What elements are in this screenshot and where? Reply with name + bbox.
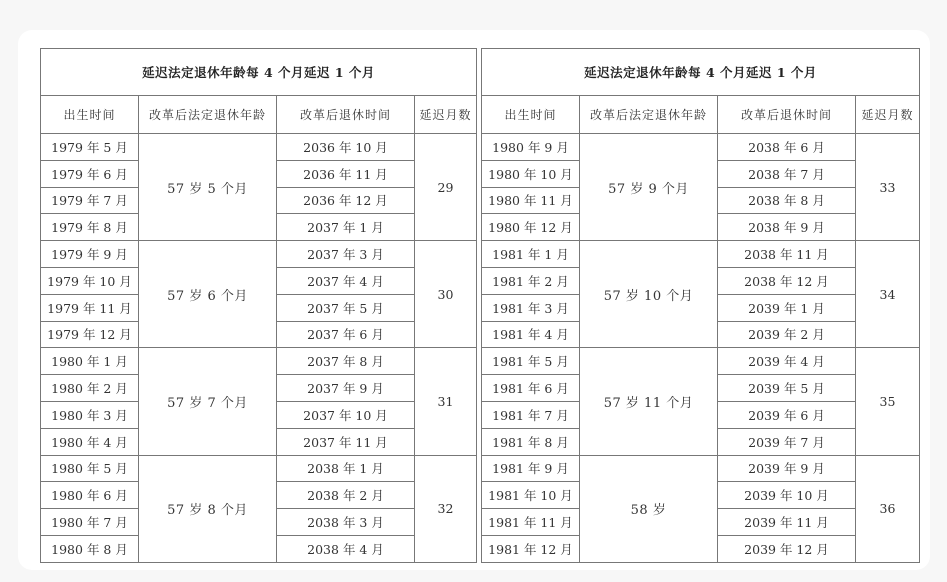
birth-cell: 1981 年 7 月 bbox=[482, 401, 580, 428]
table-row bbox=[41, 134, 477, 161]
birth-cell: 1979 年 12 月 bbox=[41, 321, 139, 348]
birth-cell: 1980 年 6 月 bbox=[41, 482, 139, 509]
birth-cell: 1981 年 8 月 bbox=[482, 428, 580, 455]
retire-cell: 2037 年 11 月 bbox=[277, 428, 415, 455]
delay-cell: 33 bbox=[856, 134, 920, 241]
header-retire-time: 改革后退休时间 bbox=[718, 96, 856, 134]
retire-cell: 2037 年 10 月 bbox=[277, 401, 415, 428]
retire-cell: 2037 年 5 月 bbox=[277, 294, 415, 321]
retire-cell: 2037 年 9 月 bbox=[277, 375, 415, 402]
retire-cell: 2037 年 3 月 bbox=[277, 241, 415, 268]
birth-cell: 1980 年 11 月 bbox=[482, 187, 580, 214]
age-cell: 57 岁 5 个月 bbox=[139, 134, 277, 241]
birth-cell: 1979 年 9 月 bbox=[41, 241, 139, 268]
age-cell: 57 岁 6 个月 bbox=[139, 241, 277, 348]
retire-cell: 2038 年 9 月 bbox=[718, 214, 856, 241]
age-cell: 57 岁 8 个月 bbox=[139, 455, 277, 562]
birth-cell: 1981 年 11 月 bbox=[482, 509, 580, 536]
table-title: 延迟法定退休年龄每 4 个月延迟 1 个月 bbox=[482, 49, 920, 96]
birth-cell: 1980 年 10 月 bbox=[482, 160, 580, 187]
birth-cell: 1981 年 10 月 bbox=[482, 482, 580, 509]
age-cell: 58 岁 bbox=[580, 455, 718, 562]
birth-cell: 1980 年 12 月 bbox=[482, 214, 580, 241]
retire-cell: 2038 年 6 月 bbox=[718, 134, 856, 161]
delay-cell: 30 bbox=[415, 241, 477, 348]
birth-cell: 1980 年 5 月 bbox=[41, 455, 139, 482]
birth-cell: 1981 年 6 月 bbox=[482, 375, 580, 402]
retire-cell: 2039 年 5 月 bbox=[718, 375, 856, 402]
delay-cell: 35 bbox=[856, 348, 920, 455]
retire-cell: 2036 年 12 月 bbox=[277, 187, 415, 214]
retire-cell: 2037 年 1 月 bbox=[277, 214, 415, 241]
header-retire-time: 改革后退休时间 bbox=[277, 96, 415, 134]
header-delay-months: 延迟月数 bbox=[856, 96, 920, 134]
retire-cell: 2038 年 8 月 bbox=[718, 187, 856, 214]
table-row bbox=[482, 134, 920, 161]
birth-cell: 1981 年 1 月 bbox=[482, 241, 580, 268]
age-cell: 57 岁 7 个月 bbox=[139, 348, 277, 455]
retire-cell: 2039 年 1 月 bbox=[718, 294, 856, 321]
retire-cell: 2038 年 7 月 bbox=[718, 160, 856, 187]
birth-cell: 1980 年 2 月 bbox=[41, 375, 139, 402]
birth-cell: 1980 年 1 月 bbox=[41, 348, 139, 375]
retire-cell: 2039 年 9 月 bbox=[718, 455, 856, 482]
table-row bbox=[41, 241, 477, 268]
retire-cell: 2039 年 12 月 bbox=[718, 535, 856, 562]
retire-cell: 2039 年 7 月 bbox=[718, 428, 856, 455]
table-row bbox=[482, 455, 920, 482]
birth-cell: 1980 年 9 月 bbox=[482, 134, 580, 161]
birth-cell: 1980 年 4 月 bbox=[41, 428, 139, 455]
retire-cell: 2038 年 2 月 bbox=[277, 482, 415, 509]
birth-cell: 1979 年 10 月 bbox=[41, 267, 139, 294]
retire-cell: 2039 年 4 月 bbox=[718, 348, 856, 375]
age-cell: 57 岁 11 个月 bbox=[580, 348, 718, 455]
retire-cell: 2038 年 11 月 bbox=[718, 241, 856, 268]
retire-cell: 2037 年 8 月 bbox=[277, 348, 415, 375]
header-birth: 出生时间 bbox=[41, 96, 139, 134]
retire-cell: 2038 年 12 月 bbox=[718, 267, 856, 294]
age-cell: 57 岁 9 个月 bbox=[580, 134, 718, 241]
birth-cell: 1980 年 8 月 bbox=[41, 535, 139, 562]
table-row bbox=[41, 348, 477, 375]
birth-cell: 1981 年 2 月 bbox=[482, 267, 580, 294]
birth-cell: 1979 年 11 月 bbox=[41, 294, 139, 321]
table-row bbox=[41, 455, 477, 482]
retirement-table-left bbox=[40, 48, 477, 563]
delay-cell: 31 bbox=[415, 348, 477, 455]
birth-cell: 1981 年 12 月 bbox=[482, 535, 580, 562]
retire-cell: 2039 年 11 月 bbox=[718, 509, 856, 536]
delay-cell: 32 bbox=[415, 455, 477, 562]
birth-cell: 1980 年 7 月 bbox=[41, 509, 139, 536]
table-row bbox=[482, 348, 920, 375]
retire-cell: 2037 年 4 月 bbox=[277, 267, 415, 294]
retire-cell: 2039 年 2 月 bbox=[718, 321, 856, 348]
retirement-table-right bbox=[481, 48, 920, 563]
birth-cell: 1980 年 3 月 bbox=[41, 401, 139, 428]
retire-cell: 2036 年 11 月 bbox=[277, 160, 415, 187]
birth-cell: 1979 年 8 月 bbox=[41, 214, 139, 241]
retire-cell: 2039 年 10 月 bbox=[718, 482, 856, 509]
header-birth: 出生时间 bbox=[482, 96, 580, 134]
birth-cell: 1981 年 3 月 bbox=[482, 294, 580, 321]
retire-cell: 2038 年 1 月 bbox=[277, 455, 415, 482]
retire-cell: 2038 年 3 月 bbox=[277, 509, 415, 536]
header-age: 改革后法定退休年龄 bbox=[139, 96, 277, 134]
delay-cell: 34 bbox=[856, 241, 920, 348]
retire-cell: 2039 年 6 月 bbox=[718, 401, 856, 428]
birth-cell: 1979 年 5 月 bbox=[41, 134, 139, 161]
birth-cell: 1981 年 5 月 bbox=[482, 348, 580, 375]
table-title: 延迟法定退休年龄每 4 个月延迟 1 个月 bbox=[41, 49, 477, 96]
retirement-tables bbox=[40, 48, 918, 557]
table-row bbox=[482, 241, 920, 268]
birth-cell: 1979 年 7 月 bbox=[41, 187, 139, 214]
retire-cell: 2038 年 4 月 bbox=[277, 535, 415, 562]
header-age: 改革后法定退休年龄 bbox=[580, 96, 718, 134]
header-delay-months: 延迟月数 bbox=[415, 96, 477, 134]
birth-cell: 1979 年 6 月 bbox=[41, 160, 139, 187]
age-cell: 57 岁 10 个月 bbox=[580, 241, 718, 348]
delay-cell: 29 bbox=[415, 134, 477, 241]
birth-cell: 1981 年 4 月 bbox=[482, 321, 580, 348]
birth-cell: 1981 年 9 月 bbox=[482, 455, 580, 482]
delay-cell: 36 bbox=[856, 455, 920, 562]
retire-cell: 2037 年 6 月 bbox=[277, 321, 415, 348]
retire-cell: 2036 年 10 月 bbox=[277, 134, 415, 161]
